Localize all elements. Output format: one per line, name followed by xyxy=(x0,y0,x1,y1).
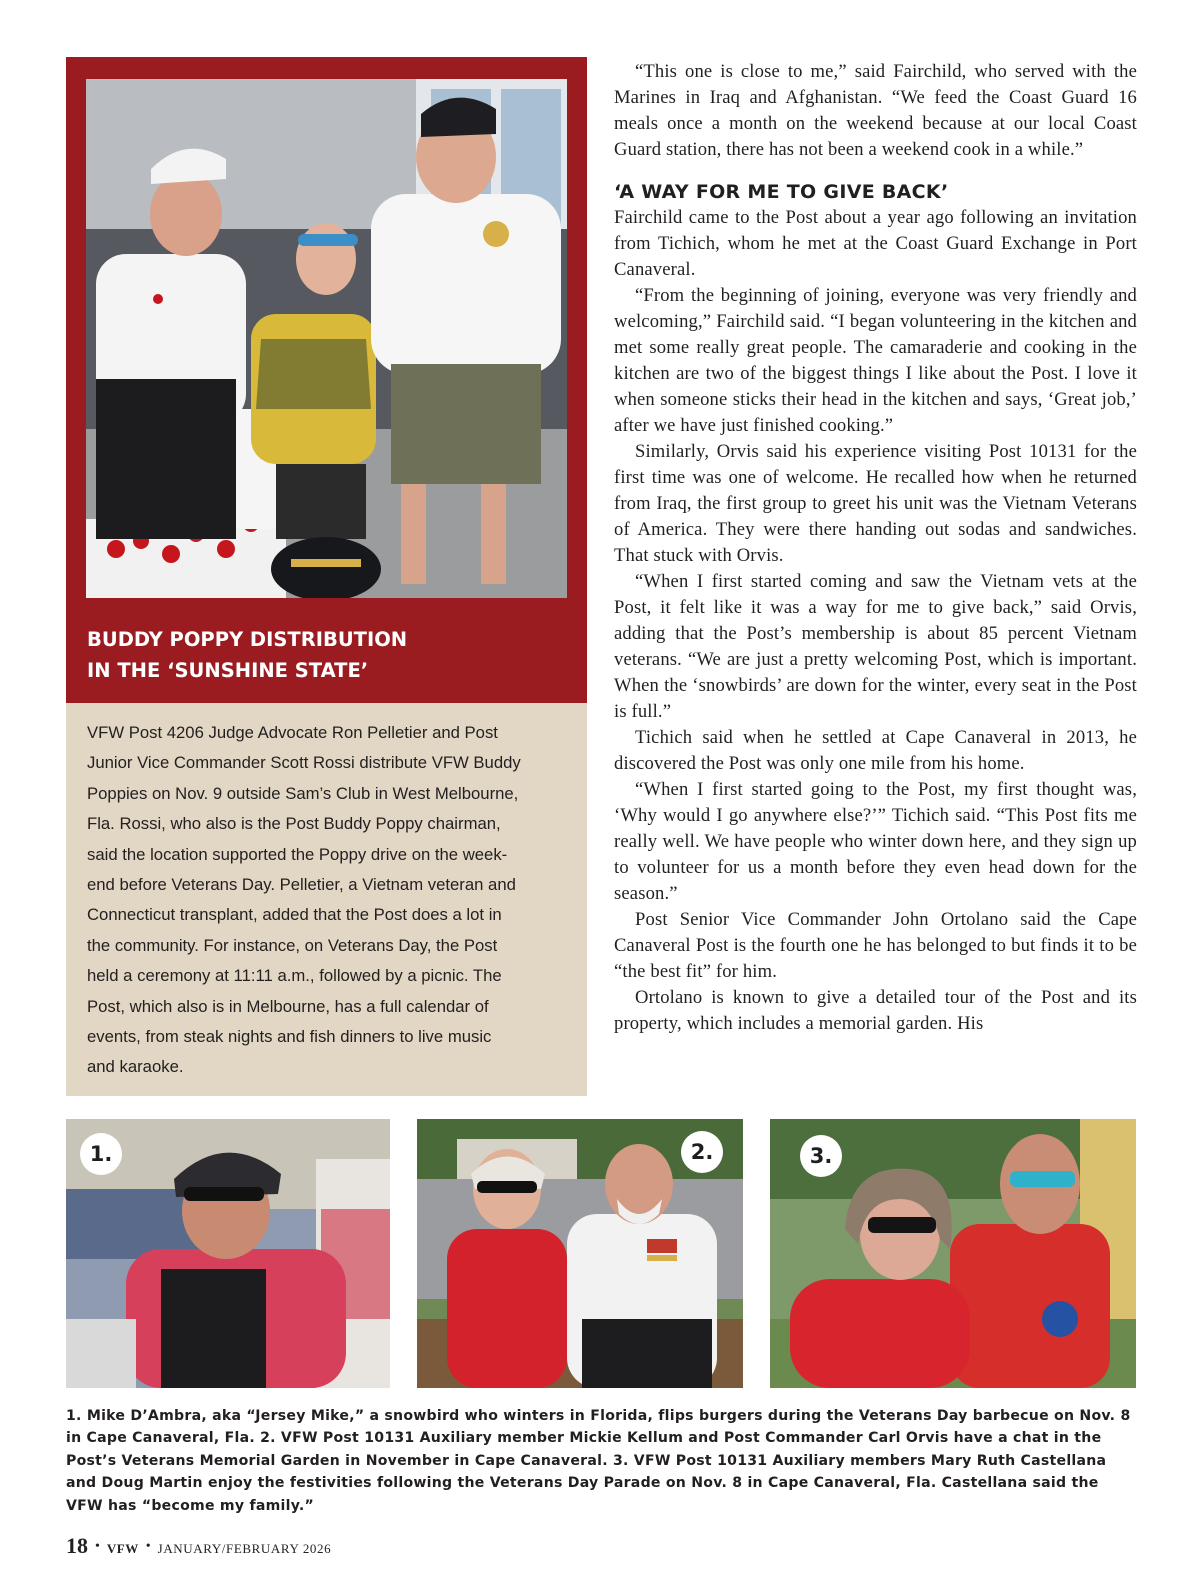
issue-date: JANUARY/FEBRUARY 2026 xyxy=(157,1541,332,1556)
sidebar-line: Post, which also is in Melbourne, has a full calendar of xyxy=(87,996,489,1016)
sidebar-line: the community. For instance, on Veterans Day, the Post xyxy=(87,935,498,955)
page-footer xyxy=(66,1533,331,1559)
article-paragraph: Fairchild came to the Post about a year ago following an invitation from Tichich, whom he met at the Coast Guard Exchange in Port Canaveral. xyxy=(614,207,1137,280)
sidebar-line: events, from steak nights and fish dinners to live music xyxy=(87,1027,492,1047)
sidebar-line: held a ceremony at 11:11 a.m., followed by a picnic. The xyxy=(87,966,502,986)
sidebar-line: Poppies on Nov. 9 outside Sam’s Club in West Melbourne, xyxy=(87,783,519,803)
sidebar-line: said the location supported the Poppy drive on the week- xyxy=(87,844,508,864)
article-paragraph: “When I first started coming and saw the Vietnam vets at the Post, it felt like it was a way for me to give back,” said Orvis, adding that the Post’s membership is about 85 percent Vietnam veterans. “We are just a pretty welcoming Post, which is important. When the ‘snowbirds’ are down for the winter, every seat in the Post is full.” xyxy=(614,571,1137,722)
article-column xyxy=(614,59,1137,1037)
photo-2-garden-chat xyxy=(417,1119,743,1388)
sidebar-line: VFW Post 4206 Judge Advocate Ron Pelletier and Post xyxy=(87,723,498,742)
sidebar-heading xyxy=(87,624,567,686)
sidebar-line: Junior Vice Commander Scott Rossi distribute VFW Buddy xyxy=(87,753,521,773)
photo-3-parade-friends xyxy=(770,1119,1136,1388)
sidebar-line: end before Veterans Day. Pelletier, a Vietnam veteran and xyxy=(87,875,516,895)
article-subheading: ‘A WAY FOR ME TO GIVE BACK’ xyxy=(614,181,949,203)
article-paragraph: Post Senior Vice Commander John Ortolano said the Cape Canaveral Post is the fourth one he has belonged to but finds it to be “the best fit” for him. xyxy=(614,909,1137,982)
photo-1-grilling xyxy=(66,1119,390,1388)
article-paragraph: Tichich said when he settled at Cape Canaveral in 2013, he discovered the Post was only one mile from his home. xyxy=(614,727,1137,774)
sidebar-heading-line2: IN THE ‘SUNSHINE STATE’ xyxy=(87,659,369,682)
magazine-name: VFW xyxy=(106,1541,139,1556)
page-number: 18 xyxy=(66,1533,88,1558)
article-paragraph: Ortolano is known to give a detailed tour of the Post and its property, which includes a memorial garden. His xyxy=(614,987,1137,1034)
footer-separator: • xyxy=(145,1539,151,1554)
footer-separator: • xyxy=(95,1539,100,1554)
article-paragraph: “This one is close to me,” said Fairchild, who served with the Marines in Iraq and Afghanistan. “We feed the Coast Guard 16 meals once a month on the weekend because at our local Coast Guard station, there has not been a weekend cook in a while.” xyxy=(614,61,1137,160)
article-paragraph: “When I first started going to the Post, my first thought was, ‘Why would I go anywhere else?’” Tichich said. “This Post fits me really well. We have people who winter down here, and they sign up to volunteer for us a month before they even head down for the season.” xyxy=(614,779,1137,904)
sidebar-heading-line1: BUDDY POPPY DISTRIBUTION xyxy=(87,628,408,651)
sidebar-line: Fla. Rossi, who also is the Post Buddy Poppy chairman, xyxy=(87,814,501,834)
photo-number-badge: 2. xyxy=(681,1131,723,1173)
main-photo-buddy-poppy xyxy=(86,79,567,598)
article-paragraph: Similarly, Orvis said his experience visiting Post 10131 for the first time was one of welcome. He recalled how when he returned from Iraq, the first group to greet his unit was the Vietnam Veterans of America. They were there handing out sodas and sandwiches. That stuck with Orvis. xyxy=(614,441,1137,566)
sidebar-line: Connecticut transplant, added that the Post does a lot in xyxy=(87,905,502,925)
photo-number-badge: 1. xyxy=(80,1133,122,1175)
photo-number-badge: 3. xyxy=(800,1135,842,1177)
sidebar-caption-text xyxy=(87,718,565,1083)
article-paragraph: “From the beginning of joining, everyone was very friendly and welcoming,” Fairchild said. “I began volunteering in the kitchen and met some really great people. The camaraderie and cooking in the kitchen are two of the biggest things I like about the Post. I love it when someone sticks their head in the kitchen and says, ‘Great job,’ after we have just finished cooking.” xyxy=(614,285,1137,436)
photo-caption: 1. Mike D’Ambra, aka “Jersey Mike,” a snowbird who winters in Florida, flips burgers during the Veterans Day barbecue on Nov. 8 in Cape Canaveral, Fla. 2. VFW Post 10131 Auxiliary member Mickie Kellum and Post Commander Carl Orvis have a chat in the Post’s Veterans Memorial Garden in November in Cape Canaveral. 3. VFW Post 10131 Auxiliary members Mary Ruth Castellana and Doug Martin enjoy the festivities following the Veterans Day Parade on Nov. 8 in Cape Canaveral, Fla. Castellana said the VFW has “become my family.” xyxy=(66,1408,1131,1514)
sidebar-line: and karaoke. xyxy=(87,1057,184,1077)
